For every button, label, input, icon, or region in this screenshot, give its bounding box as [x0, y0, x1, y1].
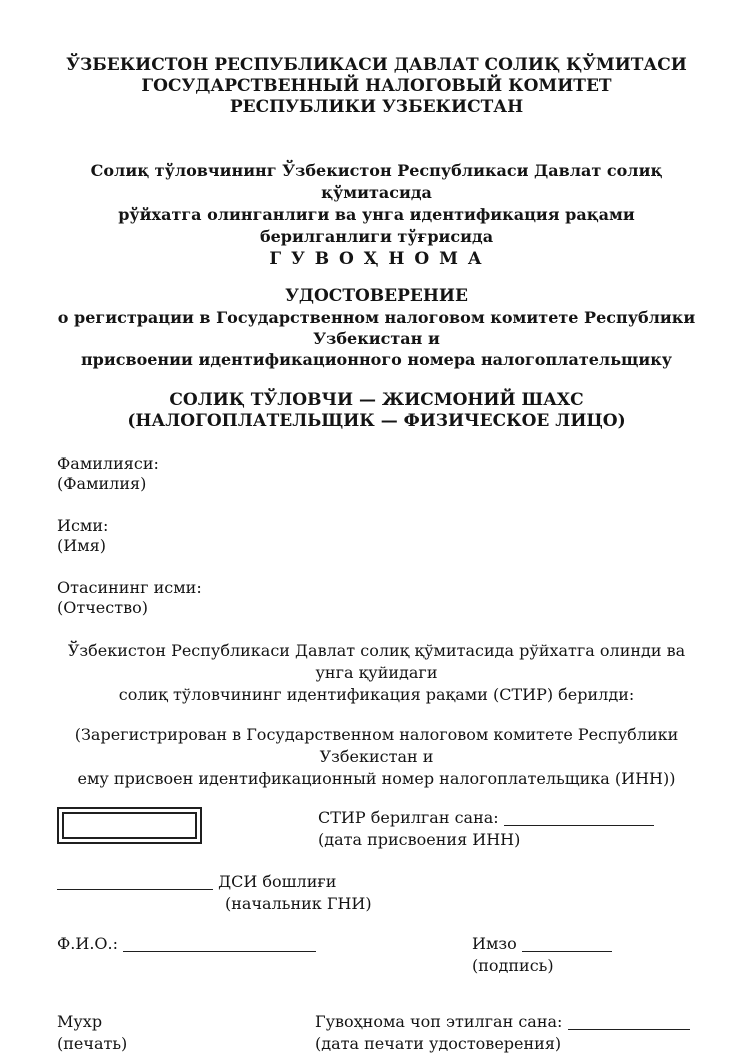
header-line-ru-1: ГОСУДАРСТВЕННЫЙ НАЛОГОВЫЙ КОМИТЕТ	[141, 76, 612, 96]
tin-value[interactable]	[62, 812, 197, 839]
certificate-uz-description-line: рўйхатга олинганлиги ва унга идентификация рақами берилганлиги тўғрисида	[118, 205, 635, 246]
signature-block	[472, 933, 612, 977]
stamp-label-uz: Мухр	[57, 1012, 103, 1031]
head-signature-row	[57, 871, 696, 915]
certificate-uz-block	[57, 160, 696, 270]
patronymic-label-uz: Отасининг исми:	[57, 578, 202, 597]
certificate-ru-block	[57, 286, 696, 370]
registration-statement-ru	[57, 724, 696, 790]
fio-signature-row	[57, 933, 696, 977]
certificate-uz-description-line: Солиқ тўловчининг Ўзбекистон Республикаси Давлат солиқ қўмитасида	[90, 161, 663, 202]
print-date-label-ru: (дата печати удостоверения)	[315, 1034, 562, 1053]
head-label-uz: ДСИ бошлиғи	[218, 872, 337, 891]
taxpayer-type-uz: СОЛИҚ ТЎЛОВЧИ — ЖИСМОНИЙ ШАХС	[169, 390, 584, 410]
certificate-title-uz: Г У В О Ҳ Н О М А	[269, 249, 484, 269]
head-label-ru: (начальник ГНИ)	[225, 894, 372, 913]
header-line-ru-2: РЕСПУБЛИКИ УЗБЕКИСТАН	[229, 97, 524, 117]
tin-date-blank[interactable]	[504, 811, 654, 826]
signature-label-uz: Имзо	[472, 934, 517, 953]
registration-statement-uz	[57, 640, 696, 706]
fio-blank[interactable]	[123, 937, 316, 952]
print-date-blank[interactable]	[568, 1015, 690, 1030]
surname-label-ru: (Фамилия)	[57, 474, 147, 493]
certificate-title-ru: УДОСТОВЕРЕНИЕ	[285, 286, 468, 306]
registration-statement-uz-line: Ўзбекистон Республикаси Давлат солиқ қўмитасида рўйхатга олинди ва унга қуйидаги	[67, 641, 686, 682]
signature-label-ru: (подпись)	[472, 956, 554, 975]
print-date-label-uz: Гувоҳнома чоп этилган сана:	[315, 1012, 563, 1031]
registration-statement-ru-line: ему присвоен идентификационный номер налогоплательщика (ИНН))	[77, 769, 676, 788]
print-date-block	[315, 1011, 690, 1055]
registration-statement-uz-line: солиқ тўловчининг идентификация рақами (СТИР) берилди:	[118, 685, 635, 704]
person-fields	[57, 454, 696, 618]
name-label-ru: (Имя)	[57, 536, 106, 555]
tin-box[interactable]	[57, 807, 202, 844]
patronymic-label-ru: (Отчество)	[57, 598, 148, 617]
tin-date-label-uz: СТИР берилган сана:	[318, 808, 499, 827]
header-line-uz: ЎЗБЕКИСТОН РЕСПУБЛИКАСИ ДАВЛАТ СОЛИҚ ҚЎМИТАСИ	[66, 55, 687, 75]
certificate-ru-description-line: присвоении идентификационного номера налогоплательщику	[80, 350, 673, 369]
surname-label-uz: Фамилияси:	[57, 454, 159, 473]
patronymic-field	[57, 578, 696, 618]
name-field	[57, 516, 696, 556]
tin-date-label-ru: (дата присвоения ИНН)	[318, 830, 521, 849]
stamp-label-ru: (печать)	[57, 1034, 128, 1053]
name-label-uz: Исми:	[57, 516, 109, 535]
registration-statement-ru-line: (Зарегистрирован в Государственном налоговом комитете Республики Узбекистан и	[74, 725, 679, 766]
taxpayer-type-ru: (НАЛОГОПЛАТЕЛЬЩИК — ФИЗИЧЕСКОЕ ЛИЦО)	[127, 411, 626, 431]
stamp-row	[57, 1011, 696, 1055]
signature-blank[interactable]	[522, 937, 612, 952]
tin-row	[57, 807, 696, 851]
surname-field	[57, 454, 696, 494]
certificate-ru-description-line: о регистрации в Государственном налоговом комитете Республики Узбекистан и	[57, 308, 696, 348]
head-signature-blank[interactable]	[57, 875, 213, 890]
taxpayer-type-heading	[57, 390, 696, 432]
fio-label: Ф.И.О.:	[57, 934, 118, 953]
tin-date-block	[318, 807, 654, 851]
document-header	[57, 55, 696, 118]
